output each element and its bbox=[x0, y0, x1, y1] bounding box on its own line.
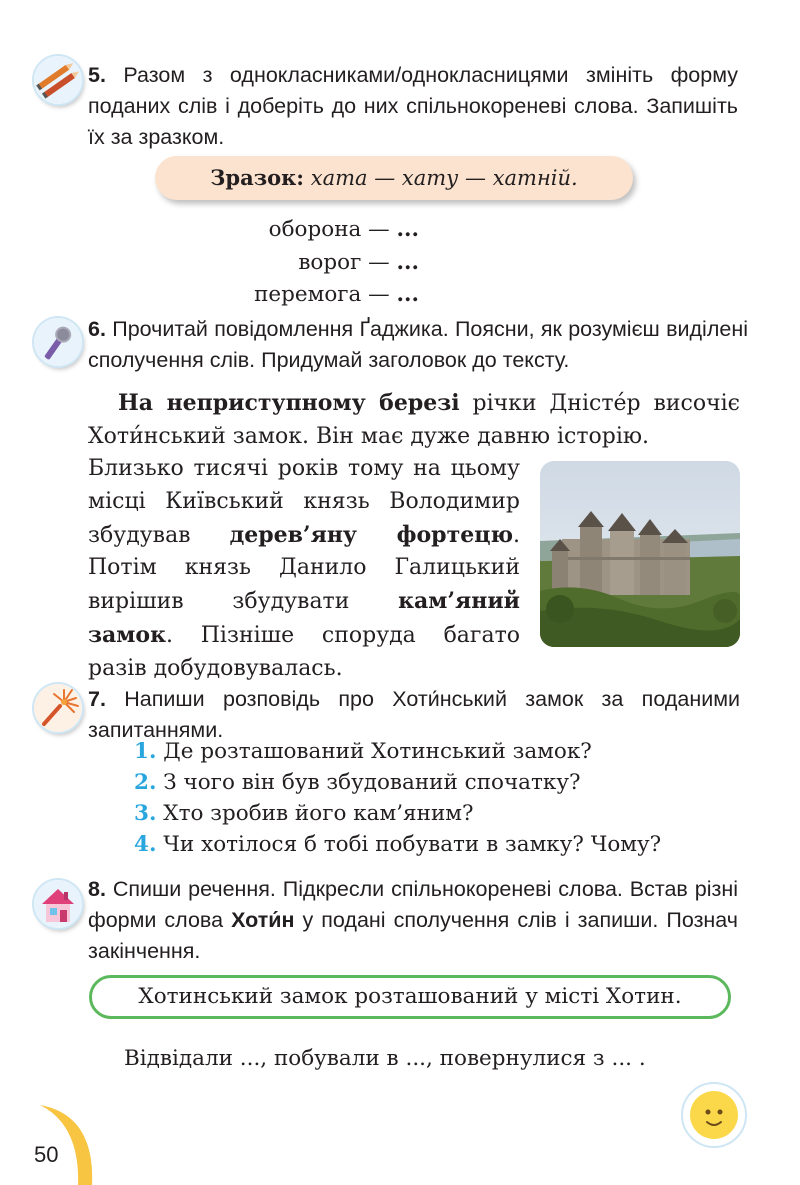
word-item: ворог — ... bbox=[298, 249, 419, 275]
story-paragraph-1: На неприступному березі річки Дністе́р височіє Хоти́нський замок. Він має дуже давню історію. bbox=[88, 390, 740, 449]
page-number: 50 bbox=[34, 1142, 59, 1167]
story-paragraph-2: Близько тисячі років тому на цьому місці Київський князь Володимир збудував дерев’яну фортецю. Потім князь Данило Галицький вирішив збудувати кам’яний замок. Пізніше споруда багато разів добудовувалась. bbox=[88, 456, 521, 681]
question-item: 3. Хто зробив його кам’яним? bbox=[134, 801, 474, 826]
word-item: перемога — ... bbox=[254, 282, 419, 307]
sample-label: Зразок: bbox=[210, 165, 305, 190]
question-item: 2. З чого він був збудований спочатку? bbox=[134, 770, 581, 795]
smiley-icon bbox=[681, 1082, 747, 1148]
task-8-text: 8. Спиши речення. Підкресли спільнокореневі слова. Встав різні форми слова Хоти́н у подані сполучення слів і запиши. Познач закінчення. bbox=[88, 877, 738, 963]
task-number: 5. bbox=[88, 63, 106, 87]
task-number: 6. bbox=[88, 317, 106, 341]
sentence-box: Хотинський замок розташований у місті Хотин. bbox=[89, 975, 731, 1019]
house-icon bbox=[34, 880, 82, 928]
task-6-text bbox=[88, 314, 748, 376]
task-number: 8. bbox=[88, 877, 106, 901]
sample-box bbox=[155, 156, 633, 200]
microphone-icon bbox=[34, 318, 82, 366]
magic-wand-icon bbox=[34, 684, 82, 732]
pencils-icon bbox=[34, 56, 82, 104]
highlight-word: Хоти́н bbox=[231, 908, 295, 932]
castle-photo bbox=[540, 461, 740, 647]
sample-example: хата — хату — хатній. bbox=[310, 166, 578, 190]
fill-in-sentence: Відвідали ..., побували в ..., повернулися з ... . bbox=[124, 1046, 646, 1071]
question-list bbox=[134, 736, 661, 860]
word-item: оборона — ... bbox=[268, 217, 419, 242]
task-instruction: Разом з однокласниками/однокласницями змініть форму поданих слів і доберіть до них спільнокореневі слова. Запишіть їх за зразком. bbox=[88, 63, 738, 149]
question-item: 1. Де розташований Хотинський замок? bbox=[134, 739, 592, 764]
task-number: 7. bbox=[88, 687, 106, 711]
highlight-phrase: кам’яний замок bbox=[88, 588, 520, 648]
highlight-phrase: дерев’яну фортецю bbox=[229, 521, 514, 548]
highlight-phrase: На неприступному березі bbox=[118, 390, 460, 416]
task-instruction: Напиши розповідь про Хоти́нський замок за поданими запитаннями. bbox=[88, 687, 740, 742]
task-instruction: Прочитай повідомлення Ґаджика. Поясни, як розумієш виділені сполучення слів. Придумай заголовок до тексту. bbox=[88, 317, 748, 372]
question-item: 4. Чи хотілося б тобі побувати в замку? Чому? bbox=[134, 832, 662, 857]
task-5-text bbox=[88, 60, 738, 153]
word-list bbox=[254, 214, 419, 312]
